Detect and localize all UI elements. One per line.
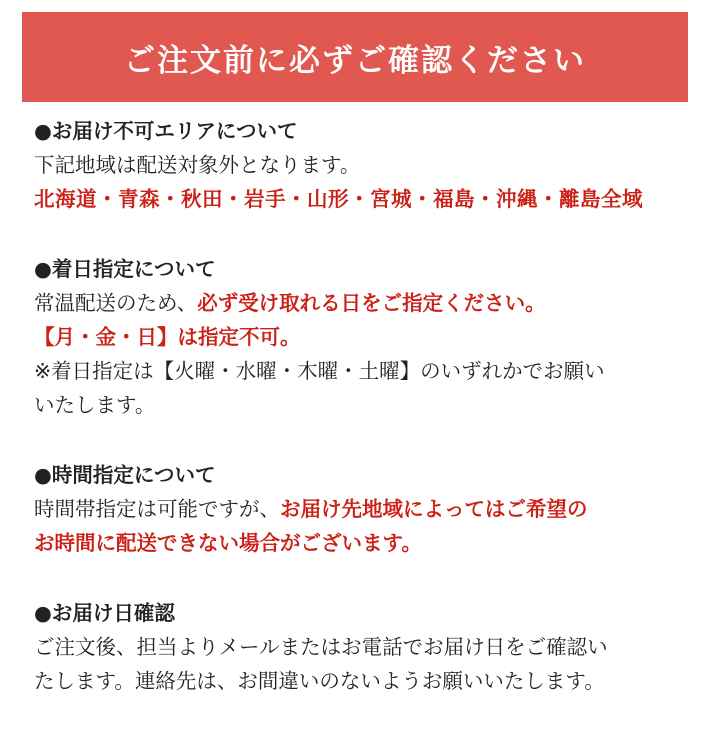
section-delivery-date xyxy=(34,252,694,422)
section-text: 下記地域は配送対象外となります。 xyxy=(34,153,361,177)
section-text: ご注文後、担当よりメールまたはお電話でお届け日をご確認い xyxy=(34,635,608,659)
section-text-line xyxy=(34,492,694,526)
highlight-text: お届け先地域によってはご希望の xyxy=(280,497,588,521)
highlight-text: 【月・金・日】は指定不可。 xyxy=(34,325,301,349)
notice-banner xyxy=(22,12,688,102)
highlight-text: 必ず受け取れる日をご指定ください。 xyxy=(197,291,546,315)
notice-content xyxy=(34,114,694,734)
section-delivery-confirm xyxy=(34,596,694,698)
normal-text: 常温配送のため、 xyxy=(34,291,198,315)
highlight-text: お時間に配送できない場合がございます。 xyxy=(34,531,422,555)
section-heading: ●お届け不可エリアについて xyxy=(34,119,298,143)
note-text: いたします。 xyxy=(34,393,156,417)
section-heading: ●着日指定について xyxy=(34,257,216,281)
normal-text: 時間帯指定は可能ですが、 xyxy=(34,497,280,521)
excluded-areas-text: 北海道・青森・秋田・岩手・山形・宮城・福島・沖縄・離島全域 xyxy=(34,187,643,211)
section-heading: ●時間指定について xyxy=(34,463,216,487)
banner-title: ご注文前に必ずご確認ください xyxy=(124,42,586,79)
note-text: ※着日指定は【火曜・水曜・木曜・土曜】のいずれかでお願い xyxy=(34,359,605,383)
section-text: たします。連絡先は、お間違いのないようお願いいたします。 xyxy=(34,669,605,693)
section-text-line xyxy=(34,286,694,320)
section-time-slot xyxy=(34,458,694,560)
section-delivery-area xyxy=(34,114,694,216)
section-heading: ●お届け日確認 xyxy=(34,601,175,625)
